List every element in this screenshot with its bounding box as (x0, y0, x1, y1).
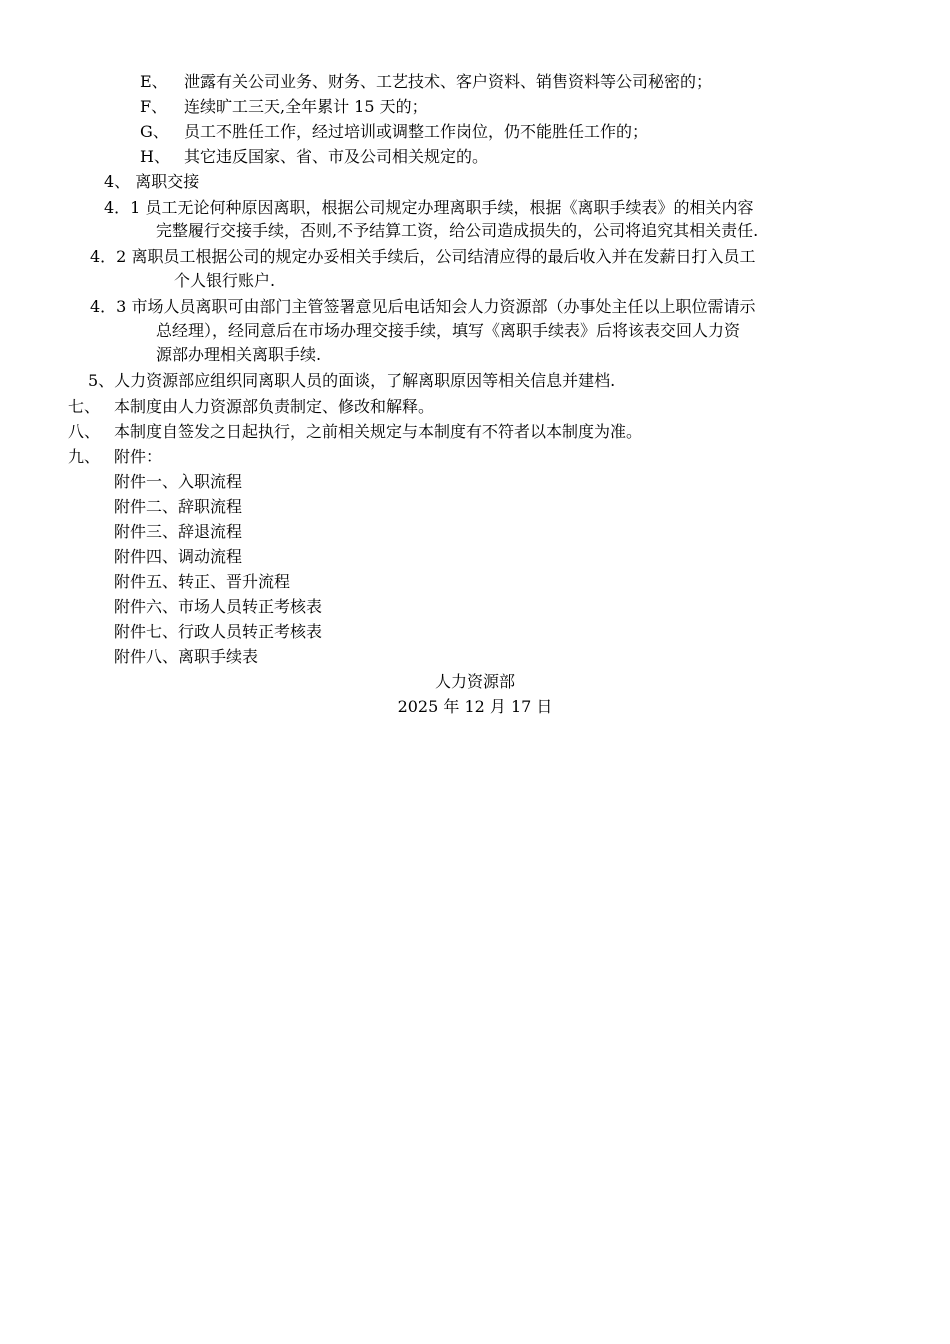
section-text: 本制度由人力资源部负责制定、修改和解释。 (114, 397, 435, 416)
item-text: 其它违反国家、省、市及公司相关规定的。 (184, 147, 489, 166)
list-item-e (140, 70, 712, 94)
attachment-item: 附件二、辞职流程 (114, 497, 243, 516)
section-8 (68, 420, 642, 444)
attachment-item: 附件四、调动流程 (114, 547, 243, 566)
item-text: 员工不胜任工作，经过培训或调整工作岗位，仍不能胜任工作的； (184, 122, 649, 141)
section-text: 本制度自签发之日起执行，之前相关规定与本制度有不符者以本制度为准。 (114, 422, 643, 441)
section-4-heading: 4、 离职交接 (104, 172, 200, 191)
item-text: 连续旷工三天,全年累计 15 天的； (184, 97, 428, 116)
paragraph-4-3-line-2: 总经理），经同意后在市场办理交接手续，填写《离职手续表》后将该表交回人力资 (156, 321, 741, 340)
section-marker: 九、 (68, 447, 101, 466)
paragraph-4-2-line-2: 个人银行账户. (174, 271, 276, 290)
section-text: 附件： (114, 447, 163, 466)
section-9 (68, 445, 162, 469)
item-marker: E、 (140, 72, 168, 91)
signature-date: 2025 年 12 月 17 日 (397, 697, 553, 716)
signature-department: 人力资源部 (434, 672, 515, 691)
section-marker: 八、 (68, 422, 101, 441)
list-item-h (140, 145, 488, 169)
attachment-item: 附件一、入职流程 (114, 472, 243, 491)
attachment-item: 附件三、辞退流程 (114, 522, 243, 541)
item-marker: H、 (140, 147, 170, 166)
section-7 (68, 395, 434, 419)
section-5: 5、人力资源部应组织同离职人员的面谈，了解离职原因等相关信息并建档. (88, 371, 616, 390)
paragraph-4-1-line-2: 完整履行交接手续，否则,不予结算工资，给公司造成损失的，公司将追究其相关责任. (156, 221, 759, 240)
item-marker: G、 (140, 122, 169, 141)
paragraph-4-3-line-1: 4．3 市场人员离职可由部门主管签署意见后电话知会人力资源部（办事处主任以上职位需请示 (90, 297, 756, 316)
list-item-f (140, 95, 428, 119)
item-text: 泄露有关公司业务、财务、工艺技术、客户资料、销售资料等公司秘密的； (184, 72, 713, 91)
item-marker: F、 (140, 97, 168, 116)
section-marker: 七、 (68, 397, 101, 416)
attachment-item: 附件六、市场人员转正考核表 (114, 597, 323, 616)
paragraph-4-3-line-3: 源部办理相关离职手续. (156, 345, 322, 364)
paragraph-4-1-line-1: 4．1 员工无论何种原因离职，根据公司规定办理离职手续，根据《离职手续表》的相关内容 (104, 198, 754, 217)
attachment-item: 附件八、离职手续表 (114, 647, 259, 666)
attachment-item: 附件五、转正、晋升流程 (114, 572, 291, 591)
list-item-g (140, 120, 648, 144)
attachment-item: 附件七、行政人员转正考核表 (114, 622, 323, 641)
paragraph-4-2-line-1: 4．2 离职员工根据公司的规定办妥相关手续后，公司结清应得的最后收入并在发薪日打入员工 (90, 247, 756, 266)
